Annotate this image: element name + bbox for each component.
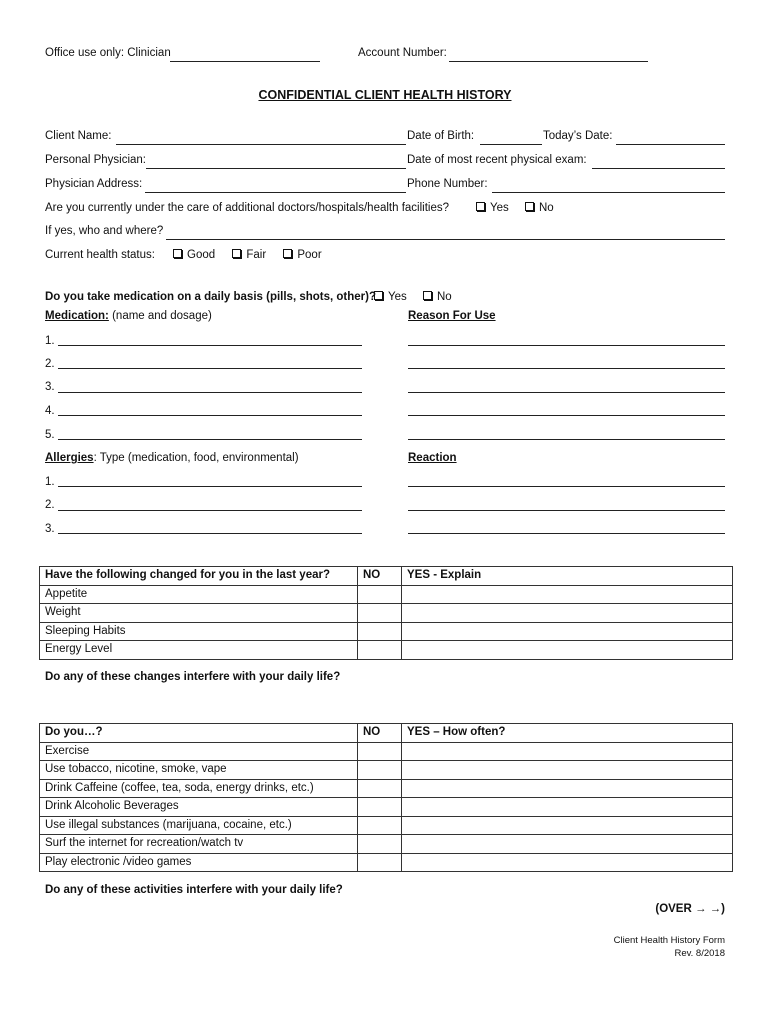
personal-physician-label: Personal Physician: [45, 154, 146, 166]
account-number-label: Account Number: [358, 47, 447, 59]
client-name-field[interactable] [116, 144, 406, 145]
page-title: CONFIDENTIAL CLIENT HEALTH HISTORY [258, 88, 512, 102]
yes-cell[interactable] [402, 622, 733, 641]
allergy-reaction-field[interactable] [408, 533, 725, 534]
physician-address-label: Physician Address: [45, 178, 143, 190]
footer-revision: Rev. 8/2018 [674, 948, 725, 959]
health-option-label: Fair [246, 249, 267, 261]
additional-care-no[interactable] [525, 202, 554, 214]
table-row [40, 604, 733, 623]
allergy-reaction-field[interactable] [408, 510, 725, 511]
health-option-good[interactable] [173, 249, 215, 261]
row-label: Use tobacco, nicotine, smoke, vape [40, 761, 358, 780]
reaction-label: Reaction [408, 452, 457, 464]
no-cell[interactable] [358, 779, 402, 798]
table-row [40, 816, 733, 835]
allergy-number: 3. [45, 523, 55, 535]
phone-number-label: Phone Number: [407, 178, 488, 190]
account-number-field[interactable] [449, 61, 648, 62]
allergy-type-field[interactable] [58, 486, 362, 487]
phone-number-field[interactable] [492, 192, 725, 193]
no-cell[interactable] [358, 798, 402, 817]
medication-number: 3. [45, 381, 55, 393]
yes-cell[interactable] [402, 742, 733, 761]
medication-reason-field[interactable] [408, 439, 725, 440]
activities-followup-question: Do any of these activities interfere with your daily life? [45, 884, 343, 896]
no-cell[interactable] [358, 641, 402, 660]
allergy-reaction-field[interactable] [408, 486, 725, 487]
additional-care-question: Are you currently under the care of additional doctors/hospitals/health facilities? [45, 202, 450, 214]
table-row [40, 779, 733, 798]
allergies-header [45, 452, 299, 464]
allergy-type-field[interactable] [58, 533, 362, 534]
medication-reason-field[interactable] [408, 415, 725, 416]
changes-followup-question: Do any of these changes interfere with your daily life? [45, 671, 341, 683]
allergies-label: Allergies [45, 452, 94, 464]
row-label: Use illegal substances (marijuana, cocaine, etc.) [40, 816, 358, 835]
medication-number: 1. [45, 335, 55, 347]
yes-column-header: YES - Explain [402, 567, 733, 586]
row-label: Surf the internet for recreation/watch tv [40, 835, 358, 854]
no-cell[interactable] [358, 853, 402, 872]
medication-label: Medication: [45, 310, 109, 322]
yes-cell[interactable] [402, 641, 733, 660]
physician-address-field[interactable] [145, 192, 406, 193]
medication-number: 5. [45, 429, 55, 441]
no-cell[interactable] [358, 622, 402, 641]
medication-header [45, 310, 212, 322]
yes-cell[interactable] [402, 835, 733, 854]
yes-cell[interactable] [402, 585, 733, 604]
table-row [40, 585, 733, 604]
yes-column-header: YES – How often? [402, 724, 733, 743]
footer-form-name: Client Health History Form [613, 935, 725, 946]
no-column-header: NO [358, 567, 402, 586]
additional-care-yes[interactable] [476, 202, 509, 214]
medication-name-field[interactable] [58, 439, 362, 440]
row-label: Sleeping Habits [40, 622, 358, 641]
health-status-options [173, 249, 336, 261]
changes-header: Have the following changed for you in the last year? [40, 567, 358, 586]
todays-date-label: Today’s Date: [543, 130, 613, 142]
yes-cell[interactable] [402, 853, 733, 872]
medication-reason-field[interactable] [408, 392, 725, 393]
recent-exam-label: Date of most recent physical exam: [407, 154, 587, 166]
health-option-poor[interactable] [283, 249, 321, 261]
checkbox-icon[interactable] [525, 202, 534, 211]
yes-cell[interactable] [402, 779, 733, 798]
changes-table [39, 566, 733, 660]
medication-number: 2. [45, 358, 55, 370]
checkbox-icon[interactable] [173, 249, 182, 258]
medication-name-field[interactable] [58, 345, 362, 346]
who-where-field[interactable] [166, 239, 725, 240]
row-label: Exercise [40, 742, 358, 761]
yes-cell[interactable] [402, 816, 733, 835]
medication-label-note: (name and dosage) [112, 310, 212, 322]
medication-name-field[interactable] [58, 392, 362, 393]
medication-yes[interactable] [374, 291, 407, 303]
row-label: Play electronic /video games [40, 853, 358, 872]
medication-reason-field[interactable] [408, 368, 725, 369]
table-row [40, 622, 733, 641]
health-option-label: Good [187, 249, 216, 261]
additional-care-no-label: No [539, 202, 554, 214]
checkbox-icon[interactable] [476, 202, 485, 211]
clinician-label: Office use only: Clinician [45, 47, 171, 59]
client-name-label: Client Name: [45, 130, 112, 142]
checkbox-icon[interactable] [423, 291, 432, 300]
yes-cell[interactable] [402, 761, 733, 780]
no-cell[interactable] [358, 761, 402, 780]
table-row [40, 798, 733, 817]
medication-number: 4. [45, 405, 55, 417]
dob-field[interactable] [480, 144, 542, 145]
recent-exam-field[interactable] [592, 168, 725, 169]
row-label: Drink Alcoholic Beverages [40, 798, 358, 817]
table-row [40, 835, 733, 854]
no-column-header: NO [358, 724, 402, 743]
checkbox-icon[interactable] [232, 249, 241, 258]
additional-care-yes-label: Yes [490, 202, 509, 214]
row-label: Drink Caffeine (coffee, tea, soda, energy drinks, etc.) [40, 779, 358, 798]
medication-question: Do you take medication on a daily basis (pills, shots, other)? [45, 291, 377, 303]
checkbox-icon[interactable] [283, 249, 292, 258]
table-row [40, 742, 733, 761]
no-cell[interactable] [358, 585, 402, 604]
row-label: Appetite [40, 585, 358, 604]
table-row [40, 641, 733, 660]
row-label: Energy Level [40, 641, 358, 660]
allergy-type-field[interactable] [58, 510, 362, 511]
reason-for-use-label: Reason For Use [408, 310, 496, 322]
medication-no-label: No [437, 291, 452, 303]
medication-yes-label: Yes [388, 291, 407, 303]
todays-date-field[interactable] [616, 144, 725, 145]
allergy-number: 1. [45, 476, 55, 488]
personal-physician-field[interactable] [146, 168, 406, 169]
yes-cell[interactable] [402, 798, 733, 817]
medication-name-field[interactable] [58, 368, 362, 369]
no-cell[interactable] [358, 604, 402, 623]
row-label: Weight [40, 604, 358, 623]
activities-table [39, 723, 733, 872]
dob-label: Date of Birth: [407, 130, 475, 142]
table-header-row [40, 567, 733, 586]
table-row [40, 853, 733, 872]
table-header-row [40, 724, 733, 743]
activities-header: Do you…? [40, 724, 358, 743]
health-option-label: Poor [297, 249, 322, 261]
checkbox-icon[interactable] [374, 291, 383, 300]
allergy-number: 2. [45, 499, 55, 511]
medication-name-field[interactable] [58, 415, 362, 416]
clinician-field[interactable] [170, 61, 320, 62]
medication-no[interactable] [423, 291, 452, 303]
table-row [40, 761, 733, 780]
no-cell[interactable] [358, 816, 402, 835]
no-cell[interactable] [358, 742, 402, 761]
no-cell[interactable] [358, 835, 402, 854]
health-option-fair[interactable] [232, 249, 266, 261]
yes-cell[interactable] [402, 604, 733, 623]
over-indicator: (OVER → →) [655, 903, 725, 915]
medication-reason-field[interactable] [408, 345, 725, 346]
who-where-label: If yes, who and where? [45, 225, 164, 237]
allergies-label-note: : Type (medication, food, environmental) [93, 452, 299, 464]
health-status-label: Current health status: [45, 249, 155, 261]
